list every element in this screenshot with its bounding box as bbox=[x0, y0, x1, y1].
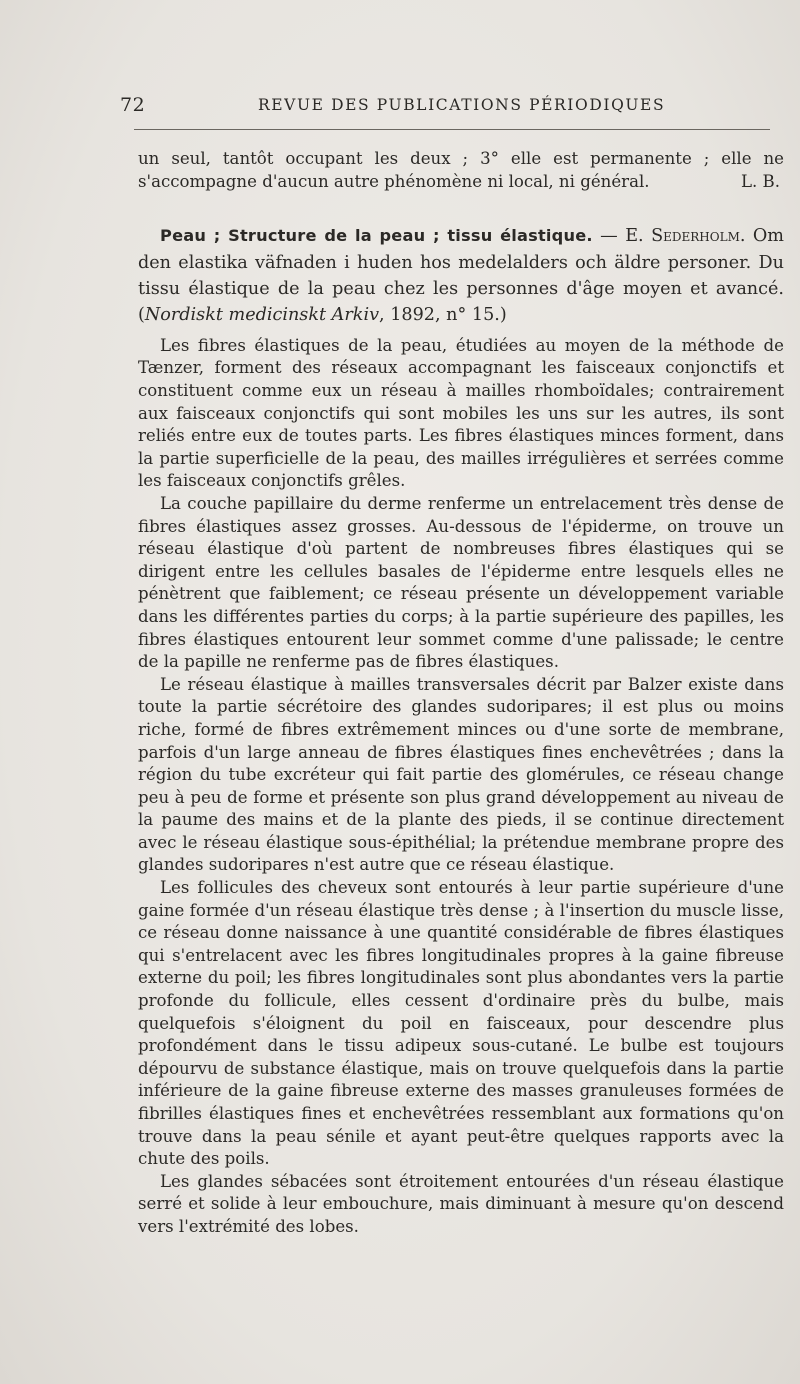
author-initial: E. bbox=[625, 226, 652, 247]
article-dash: — bbox=[592, 226, 626, 247]
header-rule bbox=[134, 129, 770, 130]
page-body bbox=[138, 148, 784, 1239]
paragraph: Les follicules des cheveux sont entourés à leur partie supérieure d'une gaine formée d'un réseau élastique très dense ; à l'insertion du muscle lisse, ce réseau donne naissance à une quantité considérable de fibres élastiques qui s'entrelacent avec les fibres longitudinales propres à la gaine fibreuse externe du poil; les fibres longitudinales sont plus abondantes vers la partie profonde du follicule, elles cessent d'ordinaire près du bulbe, mais quelquefois s'éloignent du poil en faisceaux, pour descendre plus profondément dans le tissu adipeux sous-cutané. Le bulbe est toujours dépourvu de substance élastique, mais on trouve quelquefois dans la partie inférieure de la gaine fibreuse externe des masses granuleuses formées de fibrilles élastiques fines et enchevêtrées ressemblant aux formations qu'on trouve dans la peau sénile et ayant peut-être quelques rapports avec la chute des poils. bbox=[138, 878, 784, 1169]
page-header bbox=[120, 94, 780, 118]
paragraph: Les glandes sébacées sont étroitement entourées d'un réseau élastique serré et solide à leur embouchure, mais diminuant à mesure qu'on descend vers l'extrémité des lobes. bbox=[138, 1171, 784, 1236]
author-name: Sederholm bbox=[651, 226, 740, 247]
paragraph: Le réseau élastique à mailles transversales décrit par Balzer existe dans toute la partie sécrétoire des glandes sudoripares; il est plus ou moins riche, formé de fibres extrêmement minces ou d'une sorte de membrane, parfois d'un large anneau de fibres élastiques fines enchevêtrées ; dans la région du tube excréteur qui fait partie des glomérules, ce réseau change peu à peu de forme et présente son plus grand développement au niveau de la paume des mains et de la plante des pieds, il se continue directement avec le réseau élastique sous-épithélial; la prétendue membrane propre des glandes sudoripares n'est autre que ce réseau élastique. bbox=[138, 674, 784, 875]
previous-article-ending bbox=[138, 148, 784, 193]
article-heading-block bbox=[138, 226, 784, 325]
paragraph: Les fibres élastiques de la peau, étudiées au moyen de la méthode de Tænzer, forment des réseaux accompagnant les faisceaux conjonctifs et constituent comme eux un réseau à mailles rhomboïdales; contrairement aux faisceaux conjonctifs qui sont mobiles les uns sur les autres, ils sont reliés entre eux de toutes parts. Les fibres élastiques minces forment, dans la partie superficielle de la peau, des mailles irrégulières et serrées comme les faisceaux conjonctifs grêles. bbox=[138, 335, 784, 491]
article-topic: Peau ; Structure de la peau ; tissu élastique. bbox=[160, 226, 593, 246]
running-title: REVUE DES PUBLICATIONS PÉRIODIQUES bbox=[258, 96, 666, 114]
previous-article-signature: L. B. bbox=[740, 171, 780, 191]
previous-article-text: un seul, tantôt occupant les deux ; 3° elle est permanente ; elle ne s'accompagne d'aucun autre phénomène ni local, ni général. bbox=[138, 149, 784, 191]
page-number: 72 bbox=[120, 94, 146, 116]
paragraph: La couche papillaire du derme renferme un entrelacement très dense de fibres élastiques assez grosses. Au-dessous de l'épiderme, on trouve un réseau élastique d'où partent de nombreuses fibres élastiques qui se dirigent entre les cellules basales de l'épiderme entre lesquels elles ne pénètrent que faiblement; ce réseau présente un développement variable dans les différentes parties du corps; à la partie supérieure des papilles, les fibres élastiques entourent leur sommet comme d'une palissade; le centre de la papille ne renferme pas de fibres élastiques. bbox=[138, 493, 784, 672]
article-citation: , 1892, n° 15.) bbox=[379, 305, 507, 326]
article-author bbox=[625, 226, 740, 246]
article-heading bbox=[138, 223, 784, 329]
journal-name: Nordiskt medicinskt Arkiv bbox=[144, 305, 380, 326]
article-title: . Om den elastika väfnaden i huden hos medelalders och äldre personer. Du tissu élastique de la peau chez les personnes d'âge moyen et avancé. ( bbox=[138, 226, 784, 326]
